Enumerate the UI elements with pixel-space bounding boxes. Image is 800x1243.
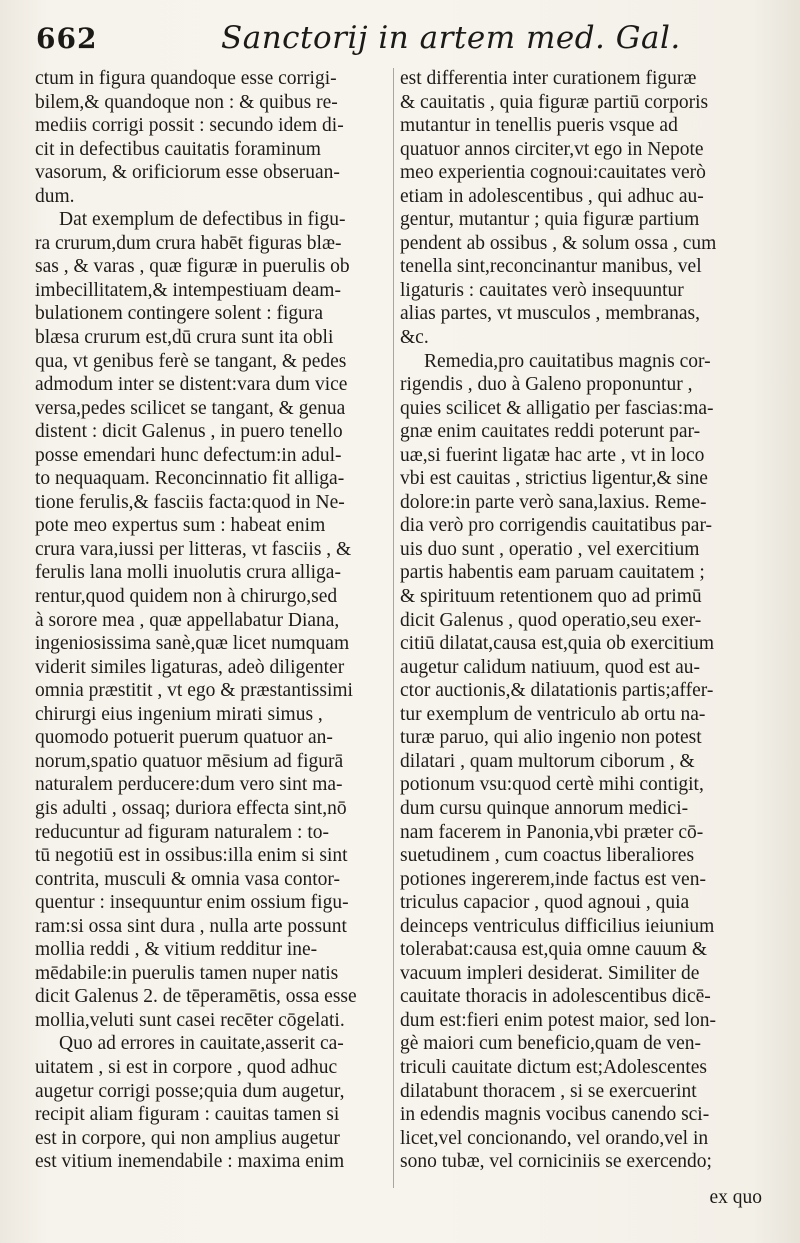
text-line: bulationem contingere solent : figura bbox=[35, 303, 324, 325]
text-line: nam facerem in Panonia,vbi præter cō- bbox=[400, 821, 704, 843]
text-line: pote meo expertus sum : habeat enim bbox=[35, 515, 326, 537]
text-line: & cauitatis , quia figuræ partiū corporis bbox=[400, 91, 709, 113]
text-line: versa,pedes scilicet se tangant, & genua bbox=[35, 397, 346, 419]
left-text-column bbox=[35, 67, 390, 1174]
text-line: Remedia,pro cauitatibus magnis cor- bbox=[424, 350, 711, 372]
text-line: omnia præstitit , vt ego & præstantissimi bbox=[35, 680, 353, 702]
text-line: crura vara,iussi per litteras, vt fasciis , & bbox=[35, 538, 352, 560]
text-line: viderit similes ligaturas, adeò diligenter bbox=[35, 656, 345, 678]
text-line: in edendis magnis vocibus canendo sci- bbox=[400, 1104, 710, 1126]
text-line: est in corpore, qui non amplius augetur bbox=[35, 1127, 340, 1149]
text-line: imbecillitatem,& intempestiuam deam- bbox=[35, 279, 341, 301]
text-line: dia verò pro corrigendis cauitatibus par- bbox=[400, 515, 713, 537]
column-divider bbox=[393, 68, 394, 1188]
text-line: licet,vel concionando, vel orando,vel in bbox=[400, 1127, 709, 1149]
text-line: naturalem perducere:dum vero sint ma- bbox=[35, 774, 343, 796]
text-line: ra crurum,dum crura habēt figuras blæ- bbox=[35, 232, 342, 254]
text-line: tolerabat:causa est,quia omne cauum & bbox=[400, 939, 708, 961]
text-line: blæsa crurum est,dū crura sunt ita obli bbox=[35, 327, 334, 349]
text-line: pendent ab ossibus , & solum ossa , cum bbox=[400, 232, 717, 254]
text-line: quies scilicet & alligatio per fascias:ma- bbox=[400, 397, 714, 419]
text-line: sono tubæ, vel corniciniis se exercendo; bbox=[400, 1151, 712, 1173]
text-line: qua, vt genibus ferè se tangant, & pedes bbox=[35, 350, 347, 372]
text-line: est differentia inter curationem figuræ bbox=[400, 68, 697, 89]
text-line: tione ferulis,& fasciis facta:quod in Ne- bbox=[35, 491, 345, 513]
text-line: etiam in adolescentibus , qui adhuc au- bbox=[400, 185, 704, 207]
text-line: tenella sint,reconcinantur manibus, vel bbox=[400, 256, 702, 278]
text-line: triculi cauitate dictum est;Adolescentes bbox=[400, 1056, 708, 1078]
text-line: dicit Galenus , quod operatio,seu exer- bbox=[400, 609, 702, 631]
text-line: triculus capacior , quod agnoui , quia bbox=[400, 892, 690, 914]
text-line: dilatabunt thoracem , si se exercuerint bbox=[400, 1080, 697, 1102]
text-line: ctor auctionis,& dilatationis partis;affer- bbox=[400, 680, 714, 702]
text-line: gnæ enim cauitates reddi poterunt par- bbox=[400, 421, 701, 443]
text-line: augetur corrigi posse;quia dum augetur, bbox=[35, 1080, 345, 1102]
text-line: to nequaquam. Reconcinnatio fit alliga- bbox=[35, 468, 345, 490]
text-line: &c. bbox=[400, 327, 429, 349]
text-line: dum cursu quinque annorum medici- bbox=[400, 797, 689, 819]
text-line: suetudinem , cum coactus liberaliores bbox=[400, 845, 695, 867]
text-line: meo experientia cognoui:cauitates verò bbox=[400, 162, 706, 184]
text-line: partis habentis eam paruam cauitatem ; bbox=[400, 562, 705, 584]
text-line: vacuum impleri desiderat. Similiter de bbox=[400, 962, 700, 984]
text-line: gè maiori cum beneficio,quam de ven- bbox=[400, 1033, 702, 1055]
text-line: sas , & varas , quæ figuræ in puerulis ob bbox=[35, 256, 350, 278]
text-line: quomodo potuerit puerum quatuor an- bbox=[35, 727, 333, 749]
text-line: gentur, mutantur ; quia figuræ partium bbox=[400, 209, 700, 231]
text-line: mutantur in tenellis pueris vsque ad bbox=[400, 115, 678, 137]
text-line: rigendis , duo à Galeno proponuntur , bbox=[400, 374, 693, 396]
text-line: mollia reddi , & vitium redditur ine- bbox=[35, 939, 318, 961]
text-line: norum,spatio quatuor mēsium ad figurā bbox=[35, 750, 344, 772]
text-line: ctum in figura quandoque esse corrigi- bbox=[35, 68, 337, 89]
text-line: à sorore mea , quæ appellabatur Diana, bbox=[35, 609, 340, 631]
running-head: Sanctorij in artem med. Gal. bbox=[221, 20, 681, 56]
text-line: quatuor annos circiter,vt ego in Nepote bbox=[400, 138, 704, 160]
text-line: dolore:in parte verò sana,laxius. Reme- bbox=[400, 491, 707, 513]
text-line: rentur,quod quidem non à chirurgo,sed bbox=[35, 586, 338, 608]
text-line: dicit Galenus 2. de tēperamētis, ossa esse bbox=[35, 986, 357, 1008]
text-line: chirurgi eius ingenium mirati simus , bbox=[35, 703, 323, 725]
text-line: potiones ingererem,inde factus est ven- bbox=[400, 868, 706, 890]
text-line: recipit aliam figuram : cauitas tamen si bbox=[35, 1104, 340, 1126]
text-line: mēdabile:in puerulis tamen nuper natis bbox=[35, 962, 339, 984]
text-line: admodum inter se distent:vara dum vice bbox=[35, 374, 348, 396]
text-line: turæ paruo, qui alio ingenio non potest bbox=[400, 727, 702, 749]
text-line: mollia,veluti sunt casei recēter cōgelati. bbox=[35, 1009, 345, 1031]
text-line: alias partes, vt musculos , membranas, bbox=[400, 303, 701, 325]
catchword: ex quo bbox=[709, 1187, 762, 1208]
text-line: augetur calidum natiuum, quod est au- bbox=[400, 656, 701, 678]
text-line: uæ,si fuerint ligatæ hac arte , vt in loco bbox=[400, 444, 705, 466]
text-line: ram:si ossa sint dura , nulla arte possunt bbox=[35, 915, 347, 937]
text-line: uis duo sunt , operatio , vel exercitium bbox=[400, 538, 700, 560]
text-line: distent : dicit Galenus , in puero tenello bbox=[35, 421, 343, 443]
text-line: est vitium inemendabile : maxima enim bbox=[35, 1151, 345, 1173]
text-line: deinceps ventriculus difficilius ieiunium bbox=[400, 915, 715, 937]
text-line: ingeniosissima sanè,quæ licet numquam bbox=[35, 633, 350, 655]
text-line: gis adulti , ossaq; duriora effecta sint,nō bbox=[35, 797, 347, 819]
page-header bbox=[36, 12, 760, 62]
text-line: tū negotiū est in ossibus:illa enim si sint bbox=[35, 845, 348, 867]
page-number: 662 bbox=[36, 22, 98, 55]
text-line: vasorum, & orificiorum esse obseruan- bbox=[35, 162, 340, 184]
text-line: cauitate thoracis in adolescentibus dicē- bbox=[400, 986, 711, 1008]
text-line: posse emendari hunc defectum:in adul- bbox=[35, 444, 342, 466]
text-line: dum est:fieri enim potest maior, sed lon- bbox=[400, 1009, 717, 1031]
text-line: Quo ad errores in cauitate,asserit ca- bbox=[59, 1033, 344, 1055]
text-line: ferulis lana molli inuolutis crura alliga- bbox=[35, 562, 341, 584]
text-line: bilem,& quandoque non : & quibus re- bbox=[35, 91, 338, 113]
text-line: & spirituum retentionem quo ad primū bbox=[400, 586, 702, 608]
text-line: dum. bbox=[35, 185, 75, 207]
text-line: contrita, musculi & omnia vasa contor- bbox=[35, 868, 341, 890]
text-line: quentur : insequuntur enim ossium figu- bbox=[35, 892, 349, 914]
text-line: citiū dilatat,causa est,quia ob exercitium bbox=[400, 633, 715, 655]
right-text-column bbox=[400, 67, 765, 1174]
text-line: ligaturis : cauitates verò insequuntur bbox=[400, 279, 684, 301]
text-line: mediis corrigi possit : secundo idem di- bbox=[35, 115, 344, 137]
text-line: cit in defectibus cauitatis foraminum bbox=[35, 138, 321, 160]
text-line: tur exemplum de ventriculo ab ortu na- bbox=[400, 703, 706, 725]
text-line: dilatari , quam multorum ciborum , & bbox=[400, 750, 695, 772]
text-line: uitatem , si est in corpore , quod adhuc bbox=[35, 1056, 338, 1078]
text-line: potionum vsu:quod certè mihi contigit, bbox=[400, 774, 704, 796]
text-line: Dat exemplum de defectibus in figu- bbox=[59, 209, 346, 231]
text-line: reducuntur ad figuram naturalem : to- bbox=[35, 821, 330, 843]
text-line: vbi est cauitas , strictius ligentur,& sine bbox=[400, 468, 708, 490]
